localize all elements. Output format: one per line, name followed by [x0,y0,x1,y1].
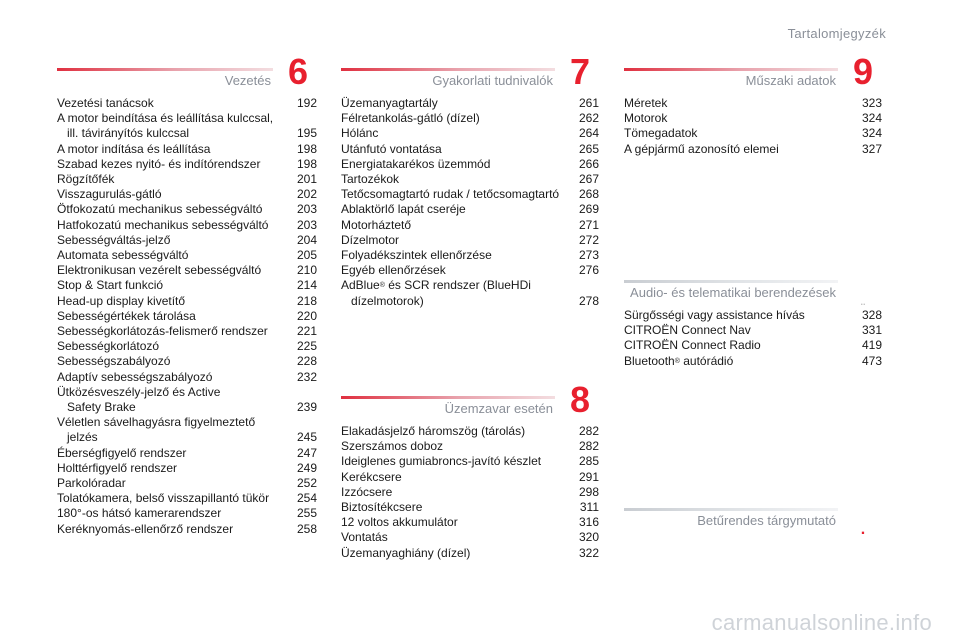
toc-page-number: 258 [296,521,317,536]
registered-mark: ® [379,282,385,290]
toc-entry-title: Folyadékszintek ellenőrzése [341,248,492,263]
toc-entry[interactable] [341,515,599,530]
toc-entry[interactable] [57,263,317,278]
toc-entry[interactable] [57,385,317,415]
toc-entry-continuation: dízelmotorok) [351,293,424,308]
toc-list [341,424,599,561]
section-divider [57,68,273,71]
toc-entry[interactable] [341,142,599,157]
section-number[interactable]: 8 [569,379,591,420]
toc-entry[interactable] [57,294,317,309]
toc-page-number: 214 [296,278,317,293]
toc-entry[interactable] [57,157,317,172]
toc-entry-title: Motorháztető [341,217,412,232]
section-title[interactable]: Műszaki adatok [745,73,836,88]
toc-page-number: 225 [296,339,317,354]
toc-entry-title: Üzemanyagtartály [341,96,438,110]
toc-page-number: 195 [296,126,317,141]
toc-entry[interactable] [624,354,882,369]
toc-list [341,96,599,309]
toc-entry[interactable] [624,338,882,353]
toc-entry[interactable] [57,354,317,369]
toc-entry[interactable] [57,446,317,461]
section-divider [624,280,838,283]
toc-entry-title: Adaptív sebességszabályozó [57,369,213,384]
section-audio [624,272,882,369]
toc-entry[interactable] [624,142,882,157]
toc-page-number: 204 [296,232,317,247]
toc-entry-title: Sürgősségi vagy assistance hívás [624,308,805,322]
toc-entry-title: Tetőcsomagtartó rudak / tetőcsomagtartó [341,187,560,202]
toc-entry-title: Sebességértékek tárolása [57,308,196,323]
toc-entry-title: Vezetési tanácsok [57,96,154,110]
section-number[interactable]: .. [860,297,866,307]
toc-page-number: 419 [861,338,882,353]
toc-entry-title: Sebességszabályozó [57,354,171,369]
toc-entry-title: Sebességváltás-jelző [57,232,171,247]
toc-entry-title: CITROËN Connect Nav [624,323,751,338]
toc-entry-title: Vontatás [341,530,388,545]
watermark: carmanualsonline.info [711,610,932,635]
toc-entry[interactable] [341,111,599,126]
toc-entry[interactable] [341,187,599,202]
toc-entry[interactable] [341,233,599,248]
toc-entry[interactable] [341,424,599,439]
toc-entry-title: Méretek [624,96,668,110]
toc-list [624,96,882,157]
toc-entry[interactable] [624,111,882,126]
section-header [624,51,882,94]
toc-entry-title: Dízelmotor [341,232,400,247]
toc-entry[interactable] [341,202,599,217]
section-muszaki [624,51,882,157]
toc-entry-title: Ideiglenes gumiabroncs-javító készlet [341,454,542,469]
toc-entry[interactable] [57,415,317,445]
toc-entry[interactable] [341,439,599,454]
toc-page-number: 232 [296,369,317,384]
section-header [57,51,317,94]
toc-page-number: 221 [296,324,317,339]
toc-entry-title: Izzócsere [341,484,393,499]
section-divider [624,508,838,511]
toc-page-number: 203 [296,202,317,217]
toc-entry[interactable] [57,324,317,339]
toc-entry[interactable] [57,96,317,111]
section-uzemzavar [341,379,599,561]
toc-page-number: 272 [578,232,599,247]
toc-entry-continuation: jelzés [67,430,98,445]
toc-entry[interactable] [57,111,317,141]
toc-entry-title: Stop & Start funkció [57,278,164,293]
toc-entry[interactable] [341,278,599,308]
toc-page-number: 266 [578,156,599,171]
toc-page-number: 323 [861,96,882,110]
toc-entry-title: Rögzítőfék [57,172,115,187]
toc-entry-title: Félretankolás-gátló (dízel) [341,111,480,126]
toc-entry[interactable] [57,233,317,248]
toc-entry-title: Tolatókamera, belső visszapillantó tükör [57,491,270,506]
toc-entry[interactable] [341,485,599,500]
toc-page-number: 228 [296,354,317,369]
toc-entry-title: Biztosítékcsere [341,500,423,515]
toc-page-number: 276 [578,263,599,278]
toc-list [57,96,317,537]
toc-entry-title: A motor indítása és leállítása [57,141,211,156]
toc-entry-title: Energiatakarékos üzemmód [341,156,491,171]
toc-page-number: 255 [296,506,317,521]
toc-page-number: 291 [578,469,599,484]
toc-entry-title: Szerszámos doboz [341,439,444,454]
toc-page-number: 262 [578,111,599,126]
toc-entry[interactable] [624,323,882,338]
toc-entry-title: 180°-os hátsó kamerarendszer [57,506,222,521]
toc-page-number: 324 [861,111,882,126]
toc-page-number: 282 [578,439,599,454]
toc-entry-title: 12 voltos akkumulátor [341,515,458,530]
toc-entry-title: Véletlen sávelhagyásra figyelmeztető jelzés [57,415,297,445]
toc-page-number: 220 [296,308,317,323]
toc-entry-title: Egyéb ellenőrzések [341,263,446,278]
toc-page-number: 267 [578,172,599,187]
section-number[interactable]: 6 [287,51,309,92]
toc-entry[interactable] [57,278,317,293]
toc-entry-title: Éberségfigyelő rendszer [57,445,187,460]
toc-entry[interactable] [57,142,317,157]
toc-page-number: 311 [579,500,599,515]
section-number[interactable]: . [860,521,866,538]
toc-entry-title: A motor beindítása és leállítása kulccsal, ill. távirányítós kulccsal [57,111,297,141]
toc-page-number: 298 [578,484,599,499]
toc-entry-title: Hólánc [341,126,379,141]
toc-page-number: 278 [578,293,599,308]
toc-page-number: 201 [296,172,317,187]
section-number[interactable]: 7 [569,51,591,92]
toc-entry-title: AdBlue® és SCR rendszer (BlueHDi dízelmotorok) [341,278,579,308]
toc-entry[interactable] [57,248,317,263]
toc-page-number: 198 [296,141,317,156]
toc-page-number: 324 [861,126,882,141]
toc-entry-title: Automata sebességváltó [57,248,189,263]
toc-page-number: 249 [296,460,317,475]
toc-entry-title: Holttérfigyelő rendszer [57,460,178,475]
toc-page-number: 269 [578,202,599,217]
toc-page-number: 192 [296,96,317,110]
section-index [624,500,882,538]
toc-entry[interactable] [57,461,317,476]
section-title[interactable]: Audio- és telematikai berendezések [630,285,836,300]
toc-entry[interactable] [57,172,317,187]
toc-entry-title: Ablaktörlő lapát cseréje [341,202,466,217]
toc-page-number: 331 [861,323,882,338]
toc-entry-title: Sebességkorlátozás-felismerő rendszer [57,324,268,339]
toc-entry-title: Szabad kezes nyitó- és indítórendszer [57,156,261,171]
toc-entry[interactable] [57,476,317,491]
toc-page-number: 254 [296,491,317,506]
toc-entry-title: Tömegadatok [624,126,698,141]
toc-page-number: 218 [296,293,317,308]
section-gyakorlati [341,51,599,309]
toc-entry-title: Head-up display kivetítő [57,293,186,308]
toc-entry-title: Ütközésveszély-jelző és Active Safety Brake [57,385,297,415]
toc-page-number: 473 [861,353,882,368]
toc-entry-title: Sebességkorlátozó [57,339,160,354]
toc-page-number: 271 [578,217,599,232]
toc-entry[interactable] [57,491,317,506]
toc-entry[interactable] [341,454,599,469]
toc-page-number: 264 [578,126,599,141]
toc-page-number: 261 [578,96,599,110]
toc-entry-title: Visszagurulás-gátló [57,187,162,202]
section-header [624,500,882,538]
toc-entry-title: Ötfokozatú mechanikus sebességváltó [57,202,263,217]
section-divider [341,396,555,399]
section-number[interactable]: 9 [852,51,874,92]
toc-entry[interactable] [57,339,317,354]
toc-page-number: 210 [296,263,317,278]
toc-entry-title: Keréknyomás-ellenőrző rendszer [57,521,234,536]
section-header [341,379,599,422]
toc-entry-title: Bluetooth® autórádió [624,353,734,368]
toc-page-number: 322 [578,545,599,560]
toc-page-number: 198 [296,156,317,171]
toc-entry[interactable] [57,187,317,202]
toc-entry[interactable] [57,522,317,537]
section-header [624,272,882,306]
toc-entry[interactable] [57,506,317,521]
toc-entry-title: Hatfokozatú mechanikus sebességváltó [57,217,269,232]
toc-entry-title: Motorok [624,111,668,126]
page-title: Tartalomjegyzék [787,26,886,41]
toc-page-number: 328 [861,308,882,322]
toc-entry[interactable] [57,202,317,217]
toc-page-number: 239 [296,400,317,415]
toc-entry[interactable] [341,530,599,545]
toc-page-number: 320 [578,530,599,545]
registered-mark: ® [674,357,680,365]
toc-entry[interactable] [341,248,599,263]
toc-page-number: 273 [578,248,599,263]
toc-entry-title: Parkolóradar [57,476,126,491]
toc-entry-title: Utánfutó vontatása [341,141,442,156]
toc-entry[interactable] [624,96,882,111]
toc-page-number: 265 [578,141,599,156]
toc-entry[interactable] [341,157,599,172]
section-title[interactable]: Üzemzavar esetén [444,401,553,416]
toc-page-number: 205 [296,248,317,263]
toc-entry[interactable] [57,309,317,324]
section-title[interactable]: Vezetés [224,73,271,88]
toc-page-number: 203 [296,217,317,232]
toc-entry[interactable] [341,500,599,515]
section-header [341,51,599,94]
toc-page-number: 282 [578,424,599,438]
toc-entry[interactable] [341,126,599,141]
toc-entry-title: Üzemanyaghiány (dízel) [341,545,471,560]
toc-page-number: 268 [578,187,599,202]
toc-entry[interactable] [624,126,882,141]
toc-entry[interactable] [341,218,599,233]
toc-entry[interactable] [341,546,599,561]
toc-entry-title: CITROËN Connect Radio [624,338,761,353]
toc-entry[interactable] [341,96,599,111]
section-title[interactable]: Gyakorlati tudnivalók [432,73,553,88]
toc-page-number: 285 [578,454,599,469]
toc-entry[interactable] [57,218,317,233]
toc-page-number: 247 [296,445,317,460]
toc-entry[interactable] [57,370,317,385]
toc-entry[interactable] [341,263,599,278]
toc-entry-continuation: Safety Brake [67,400,136,415]
toc-entry-title: Tartozékok [341,172,400,187]
toc-entry-title: Elektronikusan vezérelt sebességváltó [57,263,262,278]
toc-entry-title: A gépjármű azonosító elemei [624,141,779,156]
section-divider [624,68,838,71]
toc-entry[interactable] [341,470,599,485]
toc-page-number: 202 [296,187,317,202]
toc-entry[interactable] [341,172,599,187]
toc-entry-title: Kerékcsere [341,469,402,484]
toc-entry-title: Elakadásjelző háromszög (tárolás) [341,424,526,438]
section-divider [341,68,555,71]
section-vezetes [57,51,317,537]
toc-page-number: 252 [296,476,317,491]
section-title[interactable]: Betűrendes tárgymutató [697,513,836,528]
toc-page-number: 327 [861,141,882,156]
toc-page-number: 316 [578,515,599,530]
toc-page-number: 245 [296,430,317,445]
toc-entry-continuation: ill. távirányítós kulccsal [67,126,190,141]
